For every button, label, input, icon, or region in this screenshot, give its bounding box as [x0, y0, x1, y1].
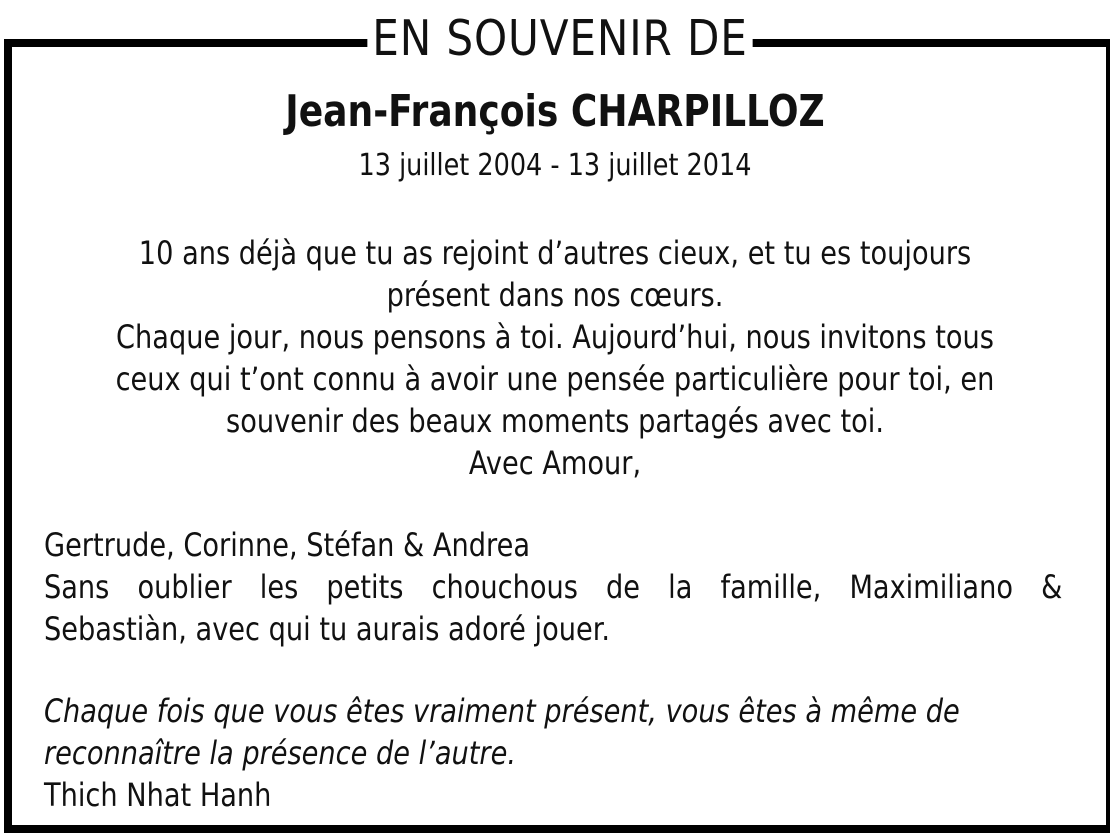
family-line: Sebastiàn, avec qui tu aurais adoré jouer.	[44, 610, 611, 648]
message-line: souvenir des beaux moments partagés avec toi.	[226, 402, 884, 440]
message-line: 10 ans déjà que tu as rejoint d’autres cieux, et tu es toujours	[138, 234, 972, 272]
deceased-name: Jean-François CHARPILLOZ	[285, 86, 825, 137]
message-line: Avec Amour,	[468, 444, 642, 482]
quote-line: reconnaître la présence de l’autre.	[44, 734, 516, 772]
family-block	[44, 524, 1062, 650]
message-line: ceux qui t’ont connu à avoir une pensée particulière pour toi, en	[115, 360, 995, 398]
quote-line: Chaque fois que vous êtes vraiment présent, vous êtes à même de	[44, 692, 960, 730]
family-line: Gertrude, Corinne, Stéfan & Andrea	[44, 526, 531, 564]
notice-dates: 13 juillet 2004 - 13 juillet 2014	[358, 148, 752, 183]
message-block	[0, 232, 1110, 484]
quote-author: Thich Nhat Hanh	[44, 776, 272, 814]
notice-heading: EN SOUVENIR DE	[367, 8, 752, 70]
quote-block	[44, 690, 1062, 816]
family-line: Sans oublier les petits chouchous de la famille, Maximiliano &	[44, 568, 1063, 606]
message-line: présent dans nos cœurs.	[386, 276, 724, 314]
message-line: Chaque jour, nous pensons à toi. Aujourd’hui, nous invitons tous	[116, 318, 994, 356]
